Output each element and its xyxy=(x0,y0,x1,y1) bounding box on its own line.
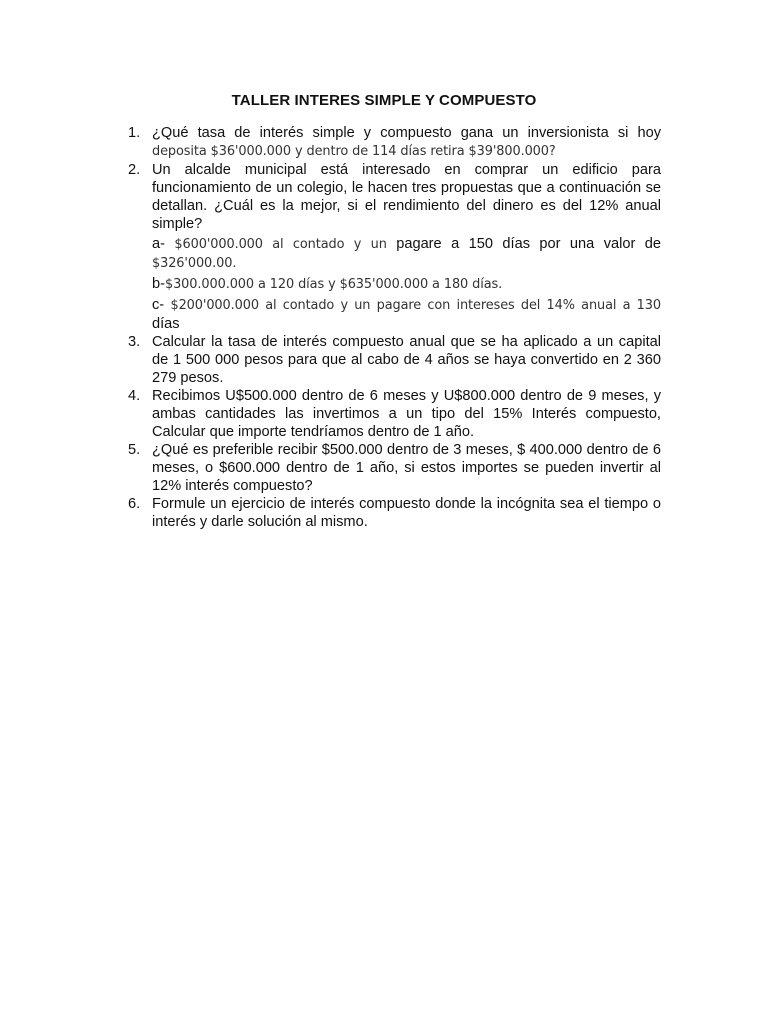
item-text-line-2: deposita $36'000.000 y dentro de 114 días retira $39'800.000? xyxy=(152,144,556,159)
item-number: 4. xyxy=(128,388,141,404)
item-text: Calcular la tasa de interés compuesto anual que se ha aplicado a un capital de 1 500 000 pesos para que al cabo de 4 años se haya convertido en 2 360 279 pesos. xyxy=(152,334,661,386)
list-item-2 xyxy=(128,161,661,333)
item-number: 5. xyxy=(128,442,141,458)
item-number: 6. xyxy=(128,496,141,512)
item-number: 1. xyxy=(128,125,141,141)
list-item-5 xyxy=(128,441,661,495)
option-b-prefix: b- xyxy=(152,276,165,292)
option-c-prefix: c- xyxy=(152,297,165,313)
list-item-3 xyxy=(128,333,661,387)
option-a-tail: $326'000.00. xyxy=(152,256,237,271)
exercise-list xyxy=(128,124,661,531)
list-item-1 xyxy=(128,124,661,161)
option-b xyxy=(152,275,661,294)
list-item-4 xyxy=(128,387,661,441)
item-text: Un alcalde municipal está interesado en comprar un edificio para funcionamiento de un colegio, le hacen tres propuestas que a continuación se detallan. ¿Cuál es la mejor, si el rendimiento del dinero es del 12% anual simple? xyxy=(152,162,661,232)
option-c-text: $200'000.000 al contado y un pagare con intereses del 14% anual a 130 xyxy=(170,298,661,313)
item-text xyxy=(152,124,661,161)
list-item-6 xyxy=(128,495,661,531)
item-number: 2. xyxy=(128,162,141,178)
option-c xyxy=(152,296,661,333)
option-a xyxy=(152,235,661,273)
option-c-tail: días xyxy=(152,316,180,332)
page-title: TALLER INTERES SIMPLE Y COMPUESTO xyxy=(231,92,537,109)
option-a-rest: pagare a 150 días por una valor de xyxy=(396,236,661,252)
option-b-text: $300.000.000 a 120 días y $635'000.000 a 180 días. xyxy=(164,277,503,292)
item-text-line-1: ¿Qué tasa de interés simple y compuesto gana un inversionista si hoy xyxy=(152,125,661,141)
option-a-prefix: a- xyxy=(152,236,165,252)
item-text: Recibimos U$500.000 dentro de 6 meses y U$800.000 dentro de 9 meses, y ambas cantidades las invertimos a un tipo del 15% Interés compuesto, Calcular que importe tendríamos dentro de 1 año. xyxy=(152,388,661,440)
option-a-amount: $600'000.000 al contado y un xyxy=(174,237,387,252)
item-number: 3. xyxy=(128,334,141,350)
item-text: ¿Qué es preferible recibir $500.000 dentro de 3 meses, $ 400.000 dentro de 6 meses, o $600.000 dentro de 1 año, si estos importes se pueden invertir al 12% interés compuesto? xyxy=(152,442,661,494)
item-text: Formule un ejercicio de interés compuesto donde la incógnita sea el tiempo o interés y darle solución al mismo. xyxy=(152,496,661,530)
